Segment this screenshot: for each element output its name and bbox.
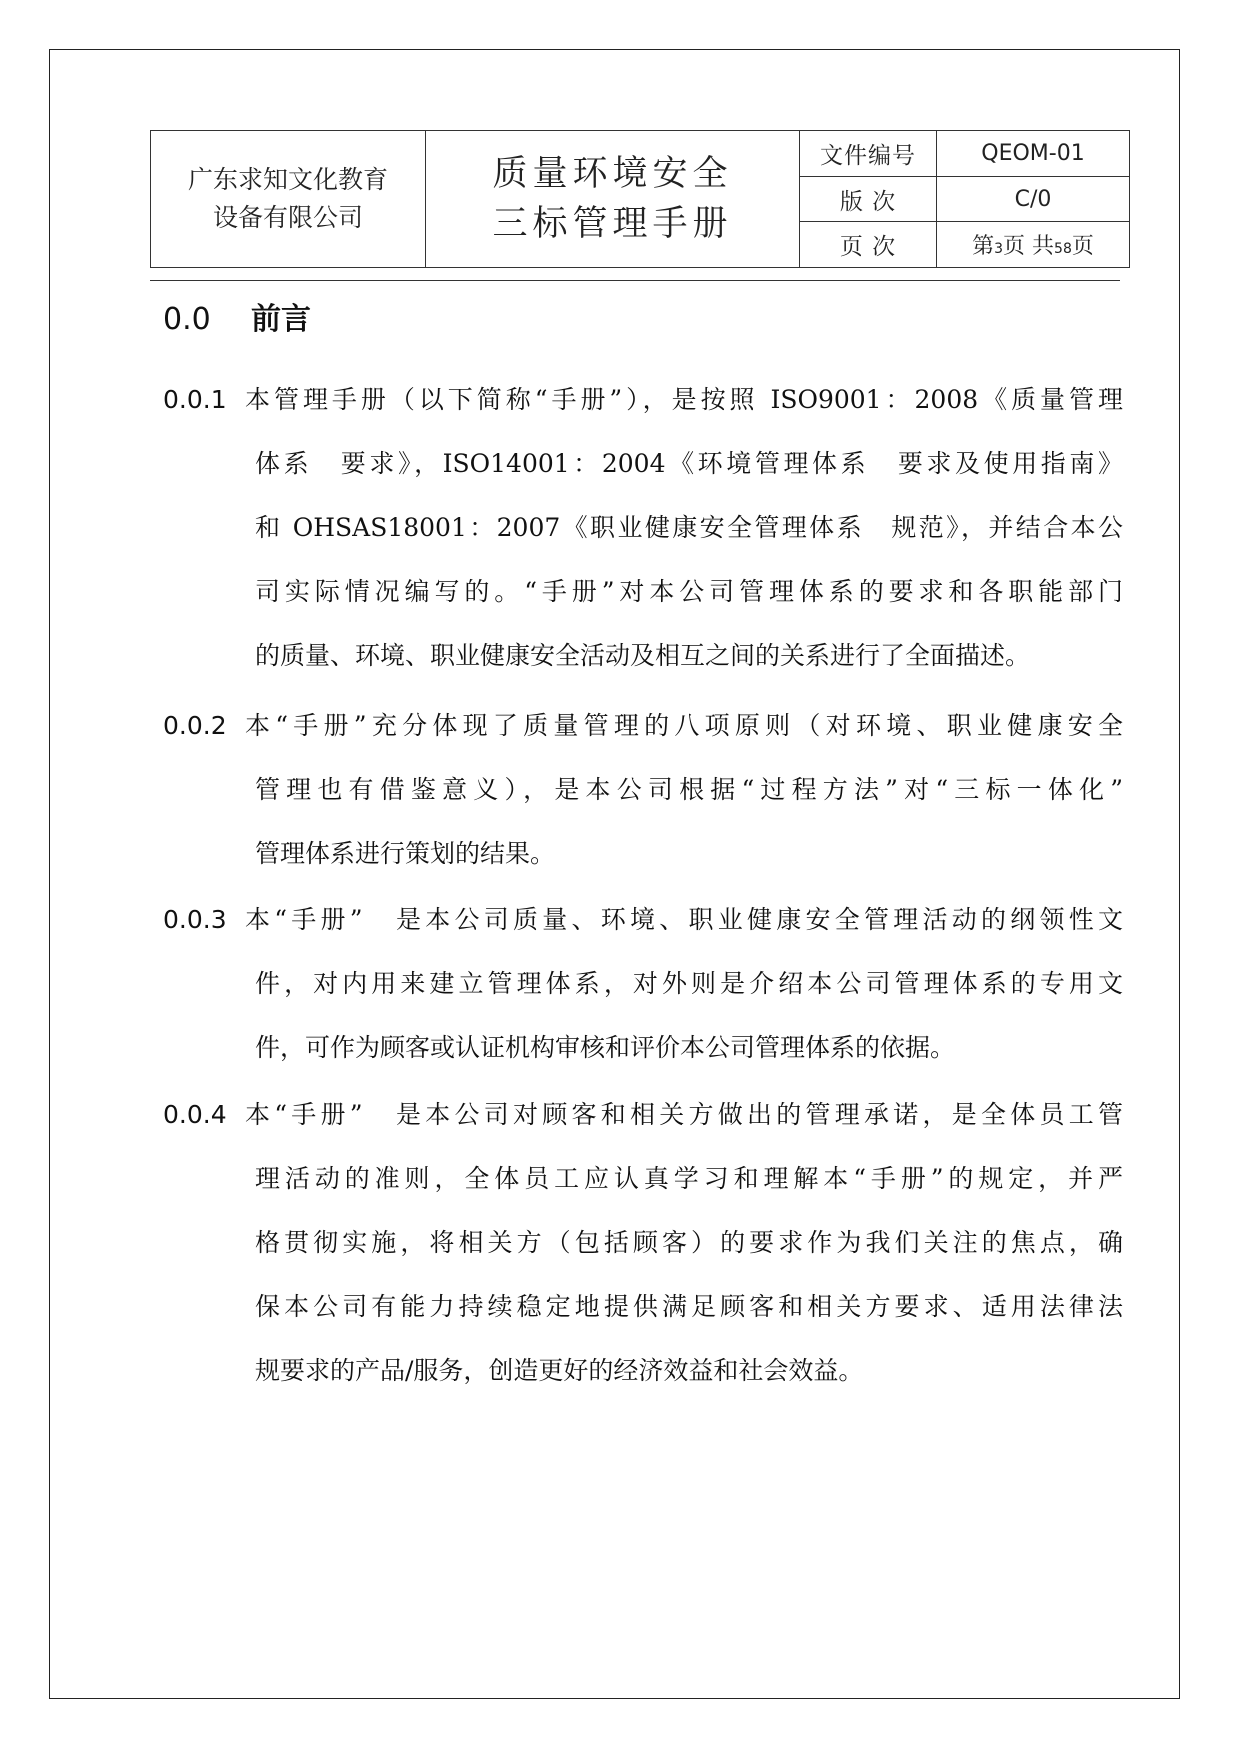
clause-number: 0.0.4 (163, 1100, 227, 1129)
section-number: 0.0 (163, 302, 211, 337)
company-name-line2: 设备有限公司 (212, 203, 363, 232)
clause-number: 0.0.2 (163, 711, 227, 740)
section-heading (163, 294, 311, 338)
manual-title-cell (426, 131, 800, 268)
page-label: 页 次 (800, 222, 937, 268)
clause-text-line: 理活动的准则，全体员工应认真学习和理解本“手册”的规定，并严 (255, 1164, 1123, 1193)
manual-title-line1: 质量环境安全 (492, 154, 733, 194)
page-prefix: 第 (972, 234, 995, 259)
version-value: C/0 (937, 177, 1130, 222)
clause-0-0-4 (163, 1083, 1123, 1403)
page-number-value (937, 222, 1130, 268)
clause-0-0-3 (163, 888, 1123, 1080)
company-name-line1: 广东求知文化教育 (187, 165, 388, 194)
page-total: 58 (1054, 241, 1072, 257)
clause-text-line: 本“手册” 是本公司质量、环境、职业健康安全管理活动的纲领性文 (245, 905, 1123, 934)
clause-text-line: 体系 要求》，ISO14001：2004《环境管理体系 要求及使用指南》 (255, 449, 1123, 478)
company-name-cell (151, 131, 426, 268)
clause-text-line: 件，对内用来建立管理体系，对外则是介绍本公司管理体系的专用文 (255, 969, 1123, 998)
clause-0-0-2 (163, 694, 1123, 886)
section-title: 前言 (251, 302, 311, 337)
clause-text-line: 管理体系进行策划的结果。 (255, 839, 556, 868)
doc-number-label: 文件编号 (800, 131, 937, 177)
clause-text-line: 管理也有借鉴意义），是本公司根据“过程方法”对“三标一体化” (255, 775, 1123, 804)
page-current: 3 (994, 241, 1004, 257)
clause-text-line: 本管理手册（以下简称“手册”），是按照 ISO9001：2008《质量管理 (245, 385, 1123, 414)
clause-text-line: 件，可作为顾客或认证机构审核和评价本公司管理体系的依据。 (255, 1033, 956, 1062)
clause-text-line: 的质量、环境、职业健康安全活动及相互之间的关系进行了全面描述。 (255, 641, 1031, 670)
clause-text-line: 司实际情况编写的。“手册”对本公司管理体系的要求和各职能部门 (255, 577, 1123, 606)
clause-number: 0.0.1 (163, 385, 227, 414)
clause-text-line: 规要求的产品/服务，创造更好的经济效益和社会效益。 (255, 1356, 864, 1385)
clause-text-line: 保本公司有能力持续稳定地提供满足顾客和相关方要求、适用法律法 (255, 1292, 1123, 1321)
page-suffix: 页 (1071, 234, 1094, 259)
clause-number: 0.0.3 (163, 905, 227, 934)
manual-title-line2: 三标管理手册 (492, 204, 733, 244)
clause-text-line: 本“手册”充分体现了质量管理的八项原则（对环境、职业健康安全 (245, 711, 1123, 740)
clause-text-line: 本“手册” 是本公司对顾客和相关方做出的管理承诺，是全体员工管 (245, 1100, 1123, 1129)
clause-text-line: 和 OHSAS18001：2007《职业健康安全管理体系 规范》，并结合本公 (255, 513, 1123, 542)
header-divider (150, 280, 1120, 281)
clause-text-line: 格贯彻实施，将相关方（包括顾客）的要求作为我们关注的焦点，确 (255, 1228, 1123, 1257)
doc-number-value: QEOM-01 (937, 131, 1130, 177)
clause-0-0-1 (163, 368, 1123, 688)
page-mid: 页 共 (1003, 234, 1055, 259)
document-header-table (150, 130, 1130, 268)
version-label: 版 次 (800, 177, 937, 222)
